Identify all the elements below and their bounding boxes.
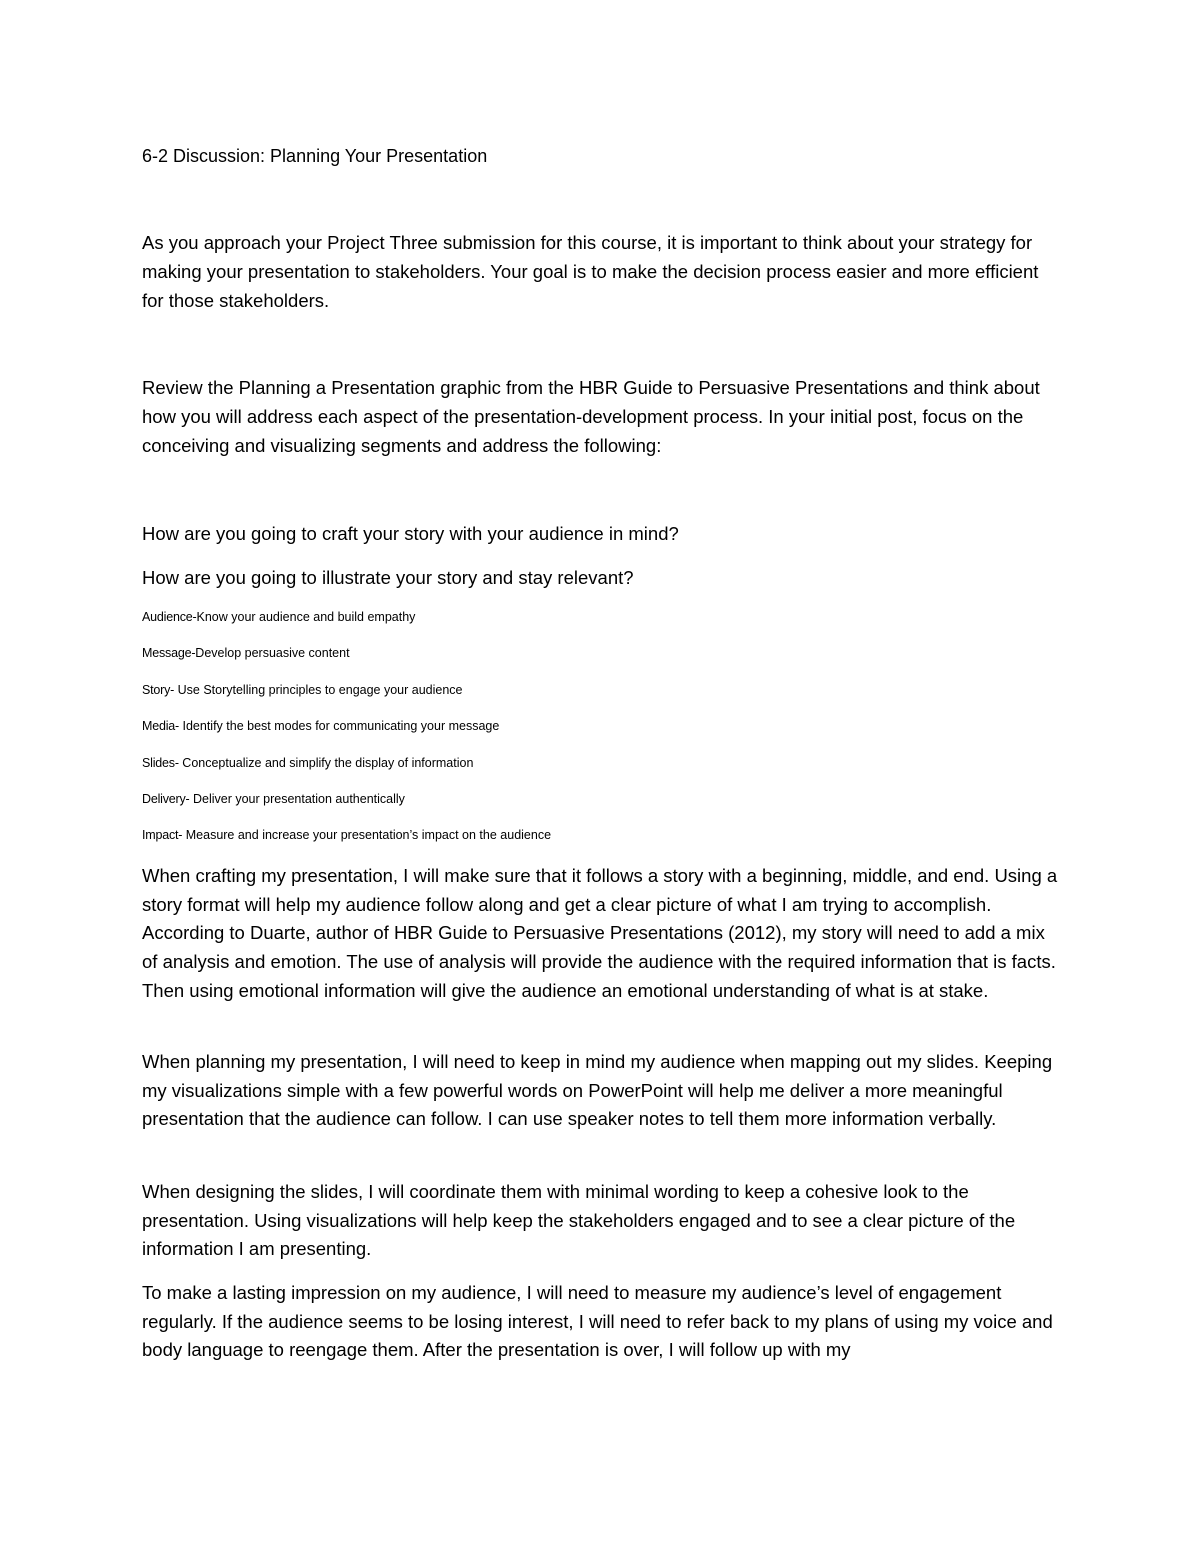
aspect-desc: Use Storytelling principles to engage your audience bbox=[174, 682, 463, 697]
aspect-term: Story- bbox=[142, 682, 175, 697]
aspect-desc: Measure and increase your presentation’s impact on the audience bbox=[182, 828, 552, 843]
aspect-item bbox=[142, 644, 551, 680]
aspect-item bbox=[142, 717, 551, 753]
aspect-term: Message- bbox=[142, 646, 196, 661]
question: How are you going to craft your story with your audience in mind? bbox=[142, 523, 679, 544]
aspect-term: Slides- bbox=[142, 755, 179, 770]
aspect-term: Audience- bbox=[142, 610, 197, 624]
aspect-list bbox=[142, 608, 551, 863]
aspect-desc: Know your audience and build empathy bbox=[196, 610, 416, 624]
response-paragraph: When crafting my presentation, I will make sure that it follows a story with a beginning, middle, and end. Using a story format will help my audience follow along and get a clear picture of what I am trying to accomplish. According to Duarte, author of HBR Guide to Persuasive Presentations (2012), my story will need to add a mix of analysis and emotion. The use of analysis will provide the audience with the required information that is facts. Then using emotional information will give the audience an emotional understanding of what is at stake. bbox=[142, 865, 1058, 1001]
intro-paragraph: As you approach your Project Three submission for this course, it is important to think about your strategy for making your presentation to stakeholders. Your goal is to make the decision process easier and more efficient for those stakeholders. bbox=[142, 232, 1039, 311]
intro-paragraph: Review the Planning a Presentation graphic from the HBR Guide to Persuasive Presentations and think about how you will address each aspect of the presentation-development process. In your initial post, focus on the conceiving and visualizing segments and address the following: bbox=[142, 377, 1040, 456]
aspect-item bbox=[142, 608, 551, 644]
aspect-desc: Develop persuasive content bbox=[195, 646, 350, 661]
aspect-item bbox=[142, 790, 551, 826]
document-title: 6-2 Discussion: Planning Your Presentation bbox=[142, 146, 488, 166]
aspect-term: Impact- bbox=[142, 828, 183, 843]
aspect-desc: Deliver your presentation authentically bbox=[189, 791, 405, 806]
response-paragraph: When designing the slides, I will coordinate them with minimal wording to keep a cohesive look to the presentation. Using visualizations will help keep the stakeholders engaged and to see a clear picture of the information I am presenting. bbox=[142, 1181, 1016, 1260]
aspect-desc: Conceptualize and simplify the display of information bbox=[178, 755, 474, 770]
question: How are you going to illustrate your story and stay relevant? bbox=[142, 567, 634, 588]
aspect-term: Media- bbox=[142, 719, 180, 734]
aspect-item bbox=[142, 681, 551, 717]
aspect-term: Delivery- bbox=[142, 791, 190, 806]
response-paragraph: To make a lasting impression on my audience, I will need to measure my audience’s level of engagement regularly. If the audience seems to be losing interest, I will need to refer back to my plans of using my voice and body language to reengage them. After the presentation is over, I will follow up with my bbox=[142, 1282, 1053, 1361]
response-paragraph: When planning my presentation, I will need to keep in mind my audience when mapping out my slides. Keeping my visualizations simple with a few powerful words on PowerPoint will help me deliver a more meaningful presentation that the audience can follow. I can use speaker notes to tell them more information verbally. bbox=[142, 1051, 1053, 1130]
aspect-item bbox=[142, 754, 551, 790]
aspect-desc: Identify the best modes for communicating your message bbox=[179, 719, 500, 734]
aspect-item bbox=[142, 826, 551, 862]
